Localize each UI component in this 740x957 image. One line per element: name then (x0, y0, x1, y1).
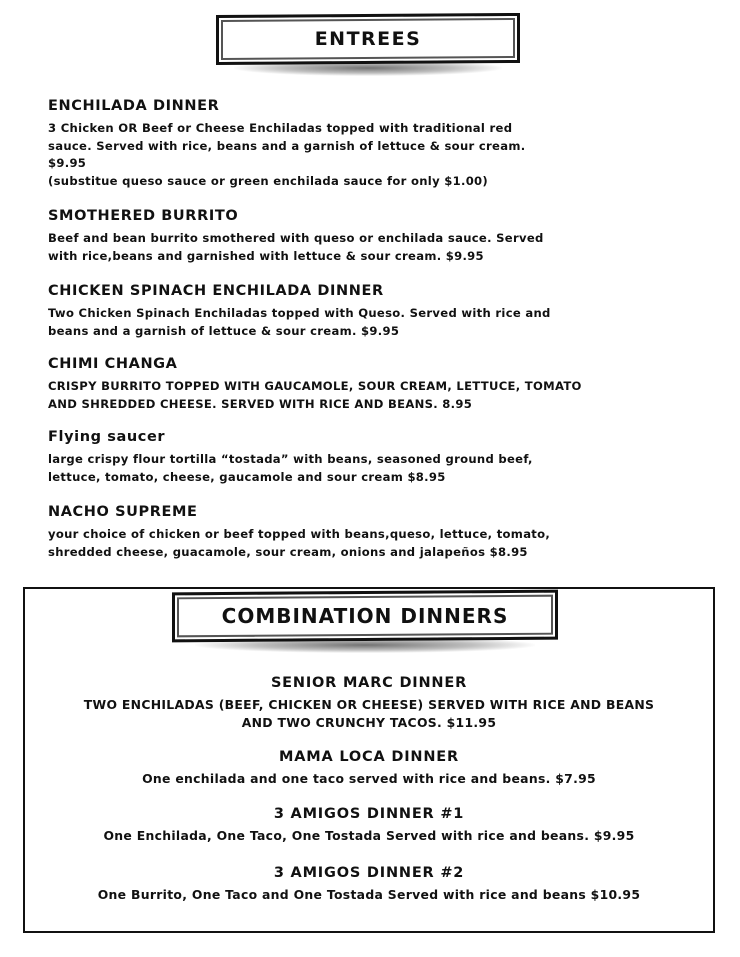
combo-mama-loca-dinner (23, 748, 715, 788)
entree-name: CHICKEN SPINACH ENCHILADA DINNER (48, 283, 384, 299)
entree-name: NACHO SUPREME (48, 504, 198, 520)
entree-description: 3 Chicken OR Beef or Cheese Enchiladas topped with traditional red sauce. Served with rice, beans and a garnish of lettuce & sour cream. $9.95 (substitue queso sauce or green enchilada sauce for only $1.00) (48, 121, 526, 188)
combo-description: TWO ENCHILADAS (BEEF, CHICKEN OR CHEESE) SERVED WITH RICE AND BEANS AND TWO CRUNCHY TACOS. $11.95 (83, 697, 655, 730)
entree-enchilada-dinner (48, 98, 718, 190)
entree-name: CHIMI CHANGA (48, 356, 178, 372)
entree-nacho-supreme (48, 504, 718, 561)
combo-name: SENIOR MARC DINNER (270, 675, 468, 691)
combo-description: One Burrito, One Taco and One Tostada Served with rice and beans $10.95 (97, 887, 641, 902)
entree-name: Flying saucer (48, 429, 166, 445)
entree-smothered-burrito (48, 208, 718, 265)
combo-3-amigos-2 (23, 864, 715, 904)
entree-flying-saucer (48, 429, 718, 486)
combination-heading: COMBINATION DINNERS (221, 604, 509, 628)
entree-name: SMOTHERED BURRITO (48, 208, 239, 224)
entree-description: Two Chicken Spinach Enchiladas topped with Queso. Served with rice and beans and a garnish of lettuce & sour cream. $9.95 (48, 306, 551, 338)
combo-description: One enchilada and one taco served with rice and beans. $7.95 (142, 771, 596, 786)
entree-description: your choice of chicken or beef topped with beans,queso, lettuce, tomato, shredded cheese, guacamole, sour cream, onions and jalapeños $8.95 (48, 527, 551, 559)
combo-name: MAMA LOCA DINNER (279, 749, 459, 765)
entree-description: Beef and bean burrito smothered with queso or enchilada sauce. Served with rice,beans and garnished with lettuce & sour cream. $9.95 (48, 231, 544, 263)
combo-senior-marc-dinner (23, 674, 715, 732)
entree-description: CRISPY BURRITO TOPPED WITH GAUCAMOLE, SOUR CREAM, LETTUCE, TOMATO AND SHREDDED CHEESE. SERVED WITH RICE AND BEANS. 8.95 (48, 379, 582, 411)
entree-name: ENCHILADA DINNER (48, 98, 220, 114)
entree-chicken-spinach-enchilada (48, 283, 718, 340)
combo-name: 3 AMIGOS DINNER #2 (273, 865, 465, 881)
combo-name: 3 AMIGOS DINNER #1 (273, 806, 465, 822)
combo-description: One Enchilada, One Taco, One Tostada Served with rice and beans. $9.95 (103, 828, 635, 843)
entrees-heading: ENTREES (314, 28, 422, 50)
entrees-banner (216, 14, 520, 64)
combo-3-amigos-1 (23, 805, 715, 845)
entree-description: large crispy flour tortilla “tostada” with beans, seasoned ground beef, lettuce, tomato, cheese, gaucamole and sour cream $8.95 (48, 452, 533, 484)
entree-chimi-changa (48, 356, 718, 413)
combination-banner (172, 591, 558, 641)
